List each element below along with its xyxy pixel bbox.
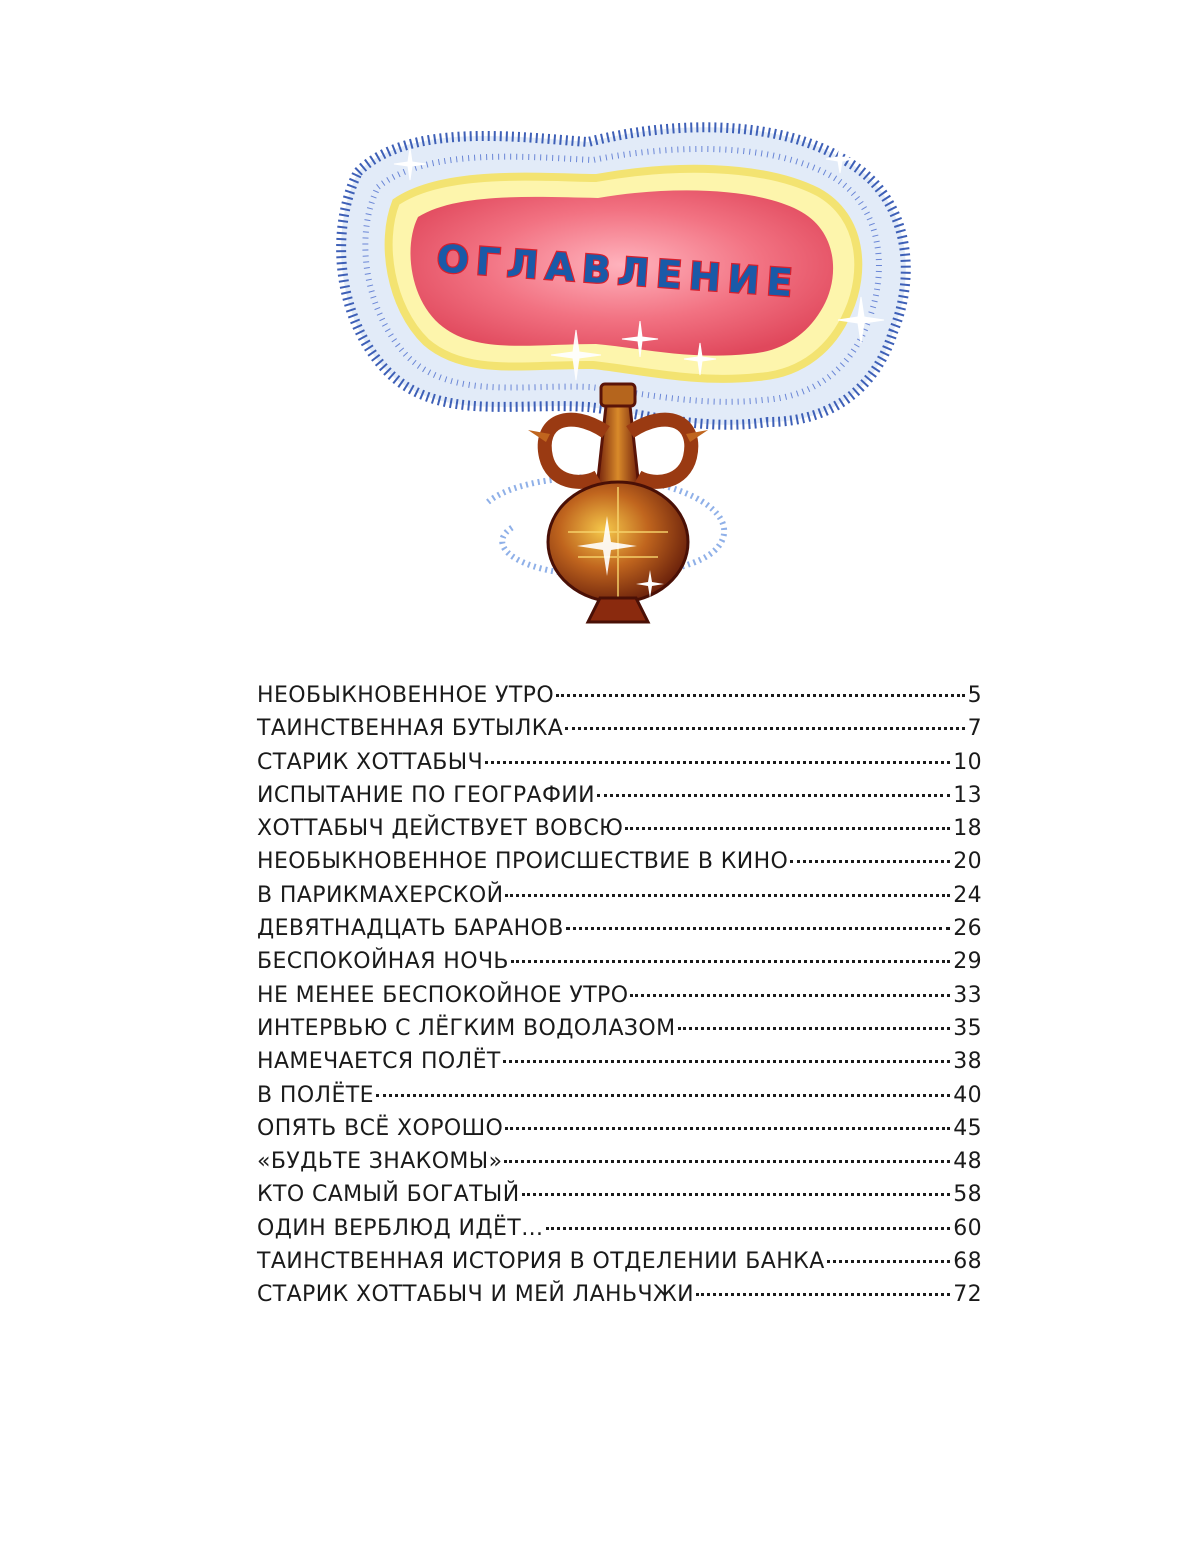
toc-entry-page-number: 33 [953,982,982,1008]
toc-entry[interactable] [257,1016,982,1049]
toc-entry-page-number: 72 [953,1282,982,1308]
toc-entry-title: НЕОБЫКНОВЕННОЕ УТРО [257,683,555,708]
toc-entry[interactable] [257,1282,982,1315]
toc-entry-page-number: 48 [953,1149,982,1175]
toc-entry-page-number: 18 [953,816,982,842]
toc-entry[interactable] [257,816,982,849]
magic-jug-icon [318,102,918,642]
toc-entry[interactable] [257,1083,982,1116]
toc-entry-title: СТАРИК ХОТТАБЫЧ И МЕЙ ЛАНЬЧЖИ [257,1282,694,1308]
toc-entry-page-number: 5 [967,683,982,708]
toc-entry[interactable] [257,983,982,1016]
dot-leader [630,994,950,997]
toc-entry-page-number: 29 [953,949,982,975]
toc-entry-title: НЕ МЕНЕЕ БЕСПОКОЙНОЕ УТРО [257,982,629,1008]
toc-entry-title: ИНТЕРВЬЮ С ЛЁГКИМ ВОДОЛАЗОМ [257,1015,676,1041]
toc-entry[interactable] [257,883,982,916]
dot-leader [503,1060,950,1063]
toc-entry-page-number: 68 [953,1249,982,1275]
toc-entry-title: КТО САМЫЙ БОГАТЫЙ [257,1182,520,1208]
toc-entry-page-number: 38 [953,1049,982,1075]
dot-leader [790,860,950,863]
dot-leader [565,727,964,730]
dot-leader [696,1293,950,1296]
page-title: ОГЛАВЛЕНИЕ [435,236,801,306]
dot-leader [376,1094,950,1097]
toc-entry-page-number: 24 [953,882,982,908]
dot-leader [505,894,950,897]
toc-entry-page-number: 60 [953,1215,982,1241]
toc-entry-title: ИСПЫТАНИЕ ПО ГЕОГРАФИИ [257,782,596,808]
dot-leader [522,1193,951,1196]
toc-entry-title: НАМЕЧАЕТСЯ ПОЛЁТ [257,1049,501,1075]
dot-leader [597,794,950,797]
dot-leader [827,1260,951,1263]
toc-entry[interactable] [257,1182,982,1215]
toc-entry-title: ОПЯТЬ ВСЁ ХОРОШО [257,1115,504,1141]
toc-entry[interactable] [257,1249,982,1282]
toc-entry[interactable] [257,783,982,816]
toc-entry[interactable] [257,1216,982,1249]
toc-entry[interactable] [257,1049,982,1082]
dot-leader [556,694,965,697]
dot-leader [625,827,950,830]
toc-entry-page-number: 45 [953,1115,982,1141]
toc-entry-page-number: 35 [953,1015,982,1041]
jug [528,384,708,622]
toc-entry-title: В ПАРИКМАХЕРСКОЙ [257,882,504,908]
toc-entry[interactable] [257,1149,982,1182]
toc-entry-title: «БУДЬТЕ ЗНАКОМЫ» [257,1149,503,1175]
dot-leader [678,1027,951,1030]
dot-leader [511,960,950,963]
toc-entry-page-number: 10 [953,749,982,775]
toc-entry[interactable] [257,949,982,982]
toc-entry[interactable] [257,916,982,949]
toc-entry-title: ХОТТАБЫЧ ДЕЙСТВУЕТ ВОВСЮ [257,816,624,842]
toc-entry-title: НЕОБЫКНОВЕННОЕ ПРОИСШЕСТВИЕ В КИНО [257,849,789,875]
toc-entry-title: ТАИНСТВЕННАЯ ИСТОРИЯ В ОТДЕЛЕНИИ БАНКА [257,1249,825,1275]
toc-entry-title: ТАИНСТВЕННАЯ БУТЫЛКА [257,716,564,742]
toc-entry-title: БЕСПОКОЙНАЯ НОЧЬ [257,949,509,975]
toc-entry-page-number: 13 [953,782,982,808]
title-illustration [318,102,918,642]
toc-entry-page-number: 58 [953,1182,982,1208]
toc-entry-title: СТАРИК ХОТТАБЫЧ [257,749,484,775]
toc-entry-page-number: 7 [967,716,982,742]
dot-leader [485,761,950,764]
toc-entry-title: В ПОЛЁТЕ [257,1082,374,1108]
toc-entry-title: ДЕВЯТНАДЦАТЬ БАРАНОВ [257,916,564,942]
toc-entry-page-number: 40 [953,1082,982,1108]
toc-entry-title: ОДИН ВЕРБЛЮД ИДЁТ… [257,1215,544,1241]
toc-entry[interactable] [257,683,982,716]
dot-leader [546,1227,951,1230]
toc-entry[interactable] [257,750,982,783]
toc-entry-page-number: 20 [953,849,982,875]
toc-entry[interactable] [257,1116,982,1149]
dot-leader [504,1160,950,1163]
toc-entry-page-number: 26 [953,916,982,942]
dot-leader [566,927,950,930]
toc-entry[interactable] [257,849,982,882]
dot-leader [505,1127,950,1130]
table-of-contents [257,683,982,1316]
toc-entry[interactable] [257,716,982,749]
